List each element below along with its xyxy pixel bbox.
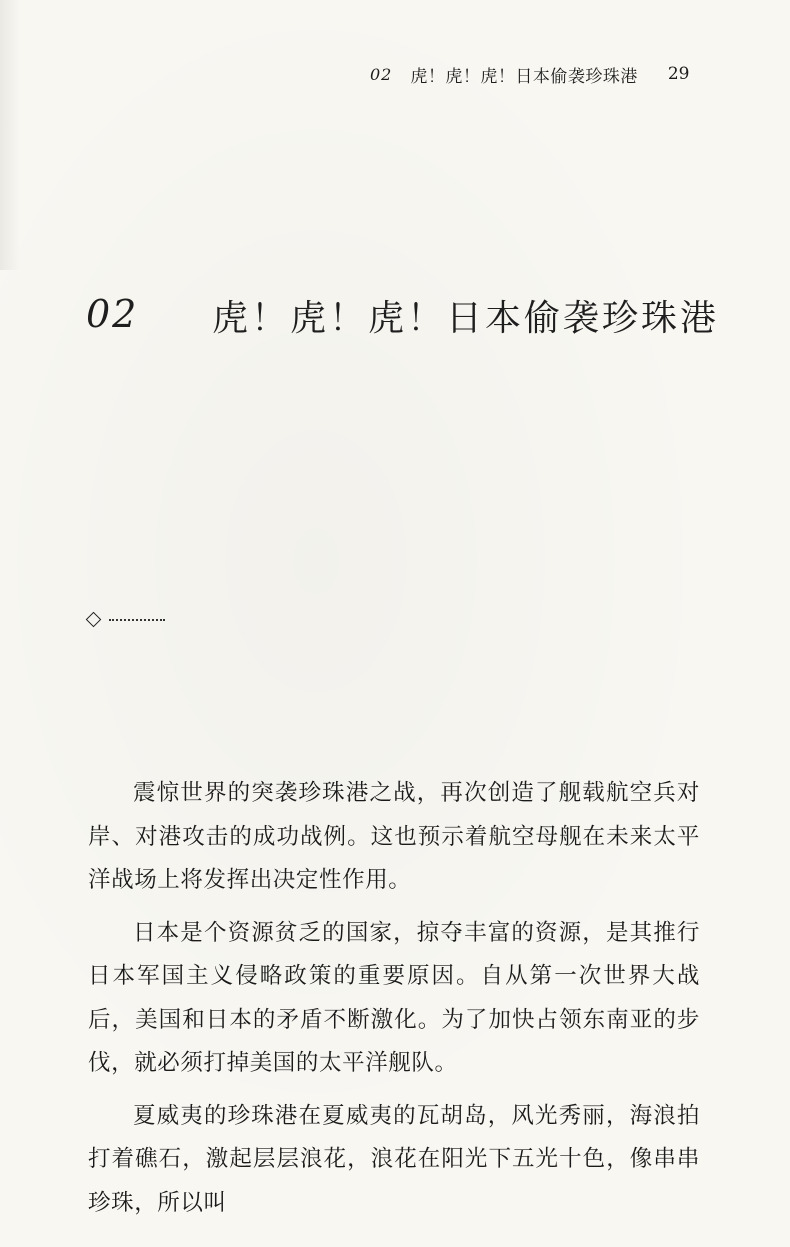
dotted-rule [109,619,165,621]
page-edge-shadow [0,0,20,270]
show-through-texture [70,180,710,290]
paragraph: 震惊世界的突袭珍珠港之战，再次创造了舰载航空兵对岸、对港攻击的成功战例。这也预示着航空母舰在未来太平洋战场上将发挥出决定性作用。 [88,780,700,893]
paragraph: 夏威夷的珍珠港在夏威夷的瓦胡岛，风光秀丽，海浪拍打着礁石，激起层层浪花，浪花在阳光下五光十色，像串串珍珠，所以叫 [88,1102,700,1216]
page-number: 29 [667,64,690,84]
diamond-icon [86,612,102,628]
section-ornament [88,614,165,625]
running-header-title: 虎！虎！虎！日本偷袭珍珠港 [410,66,638,87]
body-text [88,772,700,1234]
running-header-chapter-number: 02 [370,64,393,84]
chapter-title: 虎！虎！虎！日本偷袭珍珠港 [212,298,720,339]
running-header [370,62,690,86]
paragraph: 日本是个资源贫乏的国家，掠夺丰富的资源，是其推行日本军国主义侵略政策的重要原因。自从第一次世界大战后，美国和日本的矛盾不断激化。为了加快占领东南亚的步伐，就必须打掉美国的太平洋舰队。 [88,919,700,1076]
chapter-number: 02 [86,292,139,336]
